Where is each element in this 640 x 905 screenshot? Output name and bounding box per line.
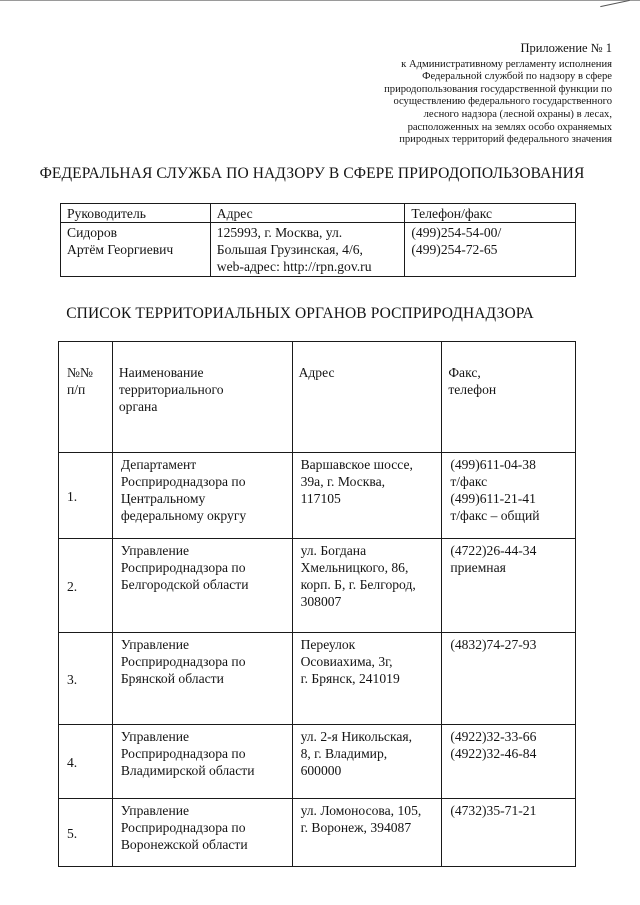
organ-name-line: Управление: [120, 803, 190, 818]
agency-heading: ФЕДЕРАЛЬНАЯ СЛУЖБА ПО НАДЗОРУ В СФЕРЕ ПРИРОДОПОЛЬЗОВАНИЯ: [39, 165, 585, 182]
organ-name-line: Воронежской области: [120, 837, 248, 852]
address-line: 125993, г. Москва, ул.: [216, 225, 343, 240]
organ-name-line: Управление: [120, 729, 190, 744]
address-line: Хмельницкого, 86,: [300, 560, 409, 575]
address-line: Варшавское шоссе,: [300, 457, 413, 472]
address-line: 8, г. Владимир,: [300, 746, 388, 761]
header-line: телефон: [448, 382, 497, 397]
row-number: 5.: [59, 799, 113, 867]
appendix-title: Приложение № 1: [520, 41, 612, 55]
organ-phone: [442, 453, 576, 539]
header-line: Адрес: [298, 365, 335, 380]
phone-line: т/факс: [450, 474, 488, 489]
organ-phone: [442, 539, 576, 633]
appendix-line: Федеральной службой по надзору в сфере: [422, 71, 612, 83]
table-row: [59, 799, 576, 867]
appendix-note: [362, 42, 612, 147]
address-line: ул. Богдана: [300, 543, 367, 558]
phone-line: (4922)32-46-84: [450, 746, 537, 761]
organ-name: [112, 725, 292, 799]
leader-table: [60, 203, 576, 277]
row-number: 3.: [59, 633, 113, 725]
address-line: ул. Ломоносова, 105,: [300, 803, 422, 818]
address-line: 117105: [300, 491, 341, 506]
organ-name-line: Росприроднадзора по: [120, 820, 246, 835]
appendix-line: лесного надзора (лесной охраны) в лесах,: [423, 108, 612, 120]
phone-line: (4922)32-33-66: [450, 729, 537, 744]
organ-phone: [442, 799, 576, 867]
appendix-line: к Административному регламенту исполнения: [401, 58, 612, 70]
organ-phone: [442, 633, 576, 725]
address-line: ул. 2-я Никольская,: [300, 729, 413, 744]
header-address: [292, 342, 442, 453]
web-address: web-адрес: http://rpn.gov.ru: [216, 259, 372, 274]
address-line: 39а, г. Москва,: [300, 474, 386, 489]
address-line: Осовиахима, 3г,: [300, 654, 393, 669]
leader-table-header: [61, 204, 576, 223]
phone-line: (4732)35-71-21: [450, 803, 537, 818]
organ-name-line: Росприроднадзора по: [120, 474, 246, 489]
organ-name-line: Владимирской области: [120, 763, 255, 778]
organ-name: [112, 633, 292, 725]
organ-name-line: Росприроднадзора по: [120, 560, 246, 575]
phone-line: (499)611-21-41: [450, 491, 536, 506]
organ-name-line: Департамент: [120, 457, 197, 472]
phone-line: (499)254-54-00/: [411, 225, 502, 240]
leader-phone: [405, 223, 576, 277]
table-row: [59, 633, 576, 725]
organ-name-line: Управление: [120, 543, 190, 558]
organ-name-line: Росприроднадзора по: [120, 746, 246, 761]
header-address: Адрес: [210, 204, 405, 223]
header-number: [59, 342, 113, 453]
table-row: [59, 725, 576, 799]
appendix-line: природных территорий федерального значения: [399, 134, 612, 146]
table-row: [59, 539, 576, 633]
appendix-line: природопользования государственной функции по: [384, 83, 612, 95]
territorial-organs-table: [58, 341, 576, 867]
organs-table-header: [59, 342, 576, 453]
organ-name: [112, 539, 292, 633]
organ-address: [292, 453, 442, 539]
table-row: [59, 453, 576, 539]
organ-name-line: Управление: [120, 637, 190, 652]
header-line: Наименование: [118, 365, 204, 380]
organ-name-line: федеральному округу: [120, 508, 247, 523]
scan-corner-mark: [600, 0, 630, 7]
header-line: органа: [118, 399, 158, 414]
address-line: Переулок: [300, 637, 356, 652]
header-organ-name: [112, 342, 292, 453]
organ-address: [292, 539, 442, 633]
row-number: 4.: [59, 725, 113, 799]
address-line: г. Брянск, 241019: [300, 671, 400, 686]
row-number: 1.: [59, 453, 113, 539]
header-line: п/п: [67, 382, 86, 397]
address-line: Большая Грузинская, 4/6,: [216, 242, 363, 257]
appendix-line: осуществлению федерального государственного: [393, 96, 612, 108]
header-line: №№: [67, 365, 93, 380]
organ-address: [292, 799, 442, 867]
organ-phone: [442, 725, 576, 799]
header-phone-fax: Телефон/факс: [405, 204, 576, 223]
organ-name-line: Белгородской области: [120, 577, 249, 592]
organ-name: [112, 799, 292, 867]
address-line: корп. Б, г. Белгород,: [300, 577, 416, 592]
phone-line: (4722)26-44-34: [450, 543, 537, 558]
organ-name: [112, 453, 292, 539]
leader-address: [210, 223, 405, 277]
address-line: 308007: [300, 594, 342, 609]
leader-table-row: [61, 223, 576, 277]
phone-line: (499)254-72-65: [411, 242, 498, 257]
phone-line: (499)611-04-38: [450, 457, 536, 472]
phone-line: (4832)74-27-93: [450, 637, 537, 652]
organ-address: [292, 725, 442, 799]
header-line: территориального: [118, 382, 224, 397]
header-leader: Руководитель: [61, 204, 211, 223]
organ-name-line: Центральному: [120, 491, 206, 506]
header-fax-phone: [442, 342, 576, 453]
phone-line: т/факс – общий: [450, 508, 540, 523]
leader-name: [61, 223, 211, 277]
header-line: Факс,: [448, 365, 481, 380]
list-heading: СПИСОК ТЕРРИТОРИАЛЬНЫХ ОРГАНОВ РОСПРИРОДНАДЗОРА: [66, 305, 534, 322]
organ-name-line: Брянской области: [120, 671, 224, 686]
phone-line: приемная: [450, 560, 506, 575]
organ-address: [292, 633, 442, 725]
appendix-line: расположенных на землях особо охраняемых: [407, 121, 612, 133]
row-number: 2.: [59, 539, 113, 633]
leader-given-names: Артём Георгиевич: [67, 242, 174, 257]
page-top-edge: [0, 0, 640, 1]
address-line: г. Воронеж, 394087: [300, 820, 412, 835]
address-line: 600000: [300, 763, 342, 778]
organ-name-line: Росприроднадзора по: [120, 654, 246, 669]
leader-surname: Сидоров: [67, 225, 118, 240]
